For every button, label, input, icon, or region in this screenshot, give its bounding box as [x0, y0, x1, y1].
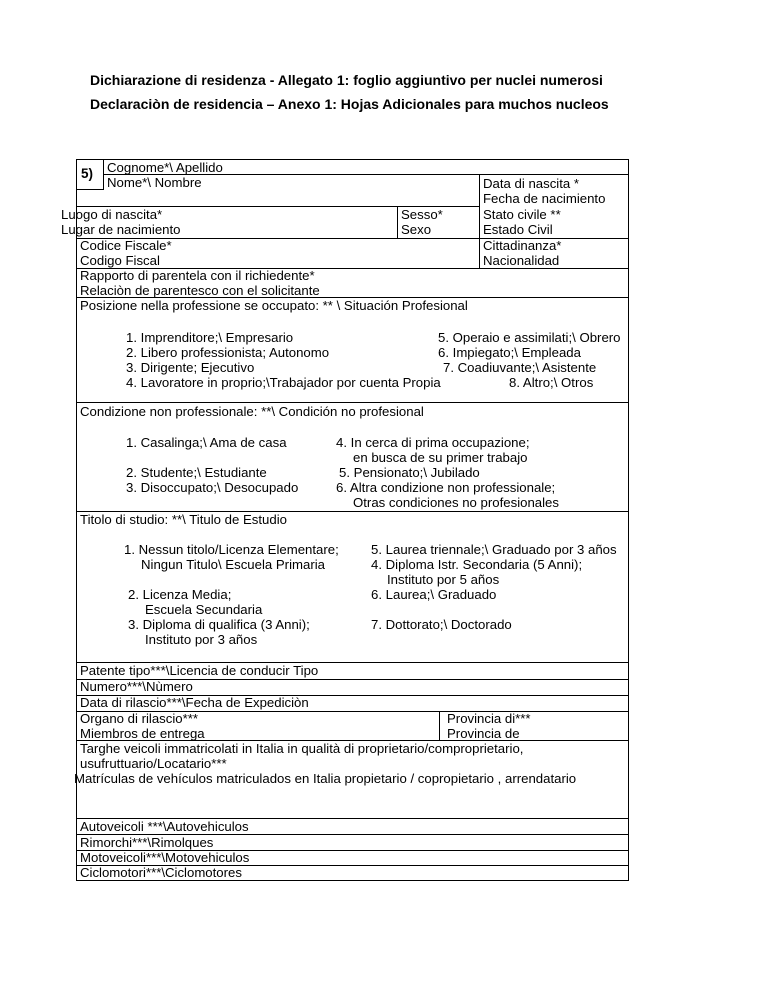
titolo-label: Titolo di studio: **\ Titulo de Estudio	[80, 512, 287, 527]
matriculas-label: Matrículas de vehículos matriculados en Italia propietario / copropietario , arrendatario	[74, 771, 577, 786]
condizione-option: 1. Casalinga;\ Ama de casa	[126, 435, 287, 450]
posizione-option: 6. Impiegato;\ Empleada	[438, 345, 581, 360]
titolo-option: 5. Laurea triennale;\ Graduado por 3 años	[371, 542, 617, 557]
sexo-label: Sexo	[401, 222, 432, 237]
titolo-option: Instituto por 5 años	[387, 572, 500, 587]
autoveicoli-label: Autoveicoli ***\Autovehiculos	[80, 819, 249, 834]
nome-label: Nome*\ Nombre	[107, 175, 202, 190]
miembros-label: Miembros de entrega	[80, 726, 205, 741]
lugar-nacimiento-label: Lugar de nacimiento	[61, 222, 181, 237]
cittadinanza-label: Cittadinanza*	[483, 238, 562, 253]
nacionalidad-label: Nacionalidad	[483, 253, 560, 268]
luogo-nascita-label: Luogo di nascita*	[61, 207, 163, 222]
relacion-label: Relaciòn de parentesco con el solicitante	[80, 283, 320, 298]
condizione-option: 5. Pensionato;\ Jubilado	[339, 465, 480, 480]
titolo-option: Escuela Secundaria	[145, 602, 263, 617]
numero-label: Numero***\Nùmero	[80, 679, 193, 694]
provincia-es-label: Provincia de	[447, 726, 520, 741]
ciclomotori-label: Ciclomotori***\Ciclomotores	[80, 865, 242, 880]
provincia-label: Provincia di***	[447, 711, 531, 726]
titolo-option: Instituto por 3 años	[145, 632, 258, 647]
organo-label: Organo di rilascio***	[80, 711, 199, 726]
posizione-option: 5. Operaio e assimilati;\ Obrero	[438, 330, 621, 345]
targhe-label-cont: usufruttuario/Locatario***	[80, 756, 227, 771]
data-nascita-label: Data di nascita *	[483, 176, 580, 191]
titolo-option: 6. Laurea;\ Graduado	[371, 587, 497, 602]
condizione-option: 3. Disoccupato;\ Desocupado	[126, 480, 299, 495]
estado-civil-label: Estado Civil	[483, 222, 553, 237]
codigo-fiscal-label: Codigo Fiscal	[80, 253, 160, 268]
posizione-option: 4. Lavoratore in proprio;\Trabajador por cuenta Propia	[126, 375, 441, 390]
stato-civile-label: Stato civile **	[483, 207, 561, 222]
titolo-option: Ningun Titulo\ Escuela Primaria	[141, 557, 325, 572]
rimorchi-label: Rimorchi***\Rimolques	[80, 835, 214, 850]
condizione-option: en busca de su primer trabajo	[353, 450, 528, 465]
titolo-option: 2. Licenza Media;	[128, 587, 232, 602]
titolo-option: 4. Diploma Istr. Secondaria (5 Anni);	[371, 557, 583, 572]
title-spanish: Declaraciòn de residencia – Anexo 1: Hojas Adicionales para muchos nucleos	[90, 96, 609, 112]
condizione-option: 6. Altra condizione non professionale;	[336, 480, 556, 495]
posizione-option: 7. Coadiuvante;\ Asistente	[443, 360, 597, 375]
condizione-option: Otras condiciones no profesionales	[353, 495, 559, 510]
condizione-option: 4. In cerca di prima occupazione;	[336, 435, 530, 450]
fecha-nacimiento-label: Fecha de nacimiento	[483, 191, 606, 206]
posizione-option: 8. Altro;\ Otros	[509, 375, 594, 390]
posizione-option: 3. Dirigente; Ejecutivo	[126, 360, 255, 375]
patente-label: Patente tipo***\Licencia de conducir Tipo	[80, 663, 319, 678]
titolo-option: 3. Diploma di qualifica (3 Anni);	[128, 617, 310, 632]
title-italian: Dichiarazione di residenza - Allegato 1: foglio aggiuntivo per nuclei numerosi	[90, 72, 603, 88]
motoveicoli-label: Motoveicoli***\Motovehiculos	[80, 850, 250, 865]
data-rilascio-label: Data di rilascio***\Fecha de Expediciòn	[80, 695, 309, 710]
rapporto-label: Rapporto di parentela con il richiedente*	[80, 268, 315, 283]
condizione-label: Condizione non professionale: **\ Condición no profesional	[80, 404, 424, 419]
sesso-label: Sesso*	[401, 207, 443, 222]
titolo-option: 7. Dottorato;\ Doctorado	[371, 617, 512, 632]
section-number: 5)	[81, 166, 94, 181]
posizione-option: 2. Libero professionista; Autonomo	[126, 345, 330, 360]
targhe-label: Targhe veicoli immatricolati in Italia in qualità di proprietario/comproprietario,	[80, 741, 524, 756]
codice-fiscale-label: Codice Fiscale*	[80, 238, 172, 253]
cognome-label: Cognome*\ Apellido	[107, 160, 223, 175]
condizione-option: 2. Studente;\ Estudiante	[126, 465, 267, 480]
posizione-label: Posizione nella professione se occupato: ** \ Situación Profesional	[80, 298, 468, 313]
titolo-option: 1. Nessun titolo/Licenza Elementare;	[124, 542, 339, 557]
posizione-option: 1. Imprenditore;\ Empresario	[126, 330, 294, 345]
